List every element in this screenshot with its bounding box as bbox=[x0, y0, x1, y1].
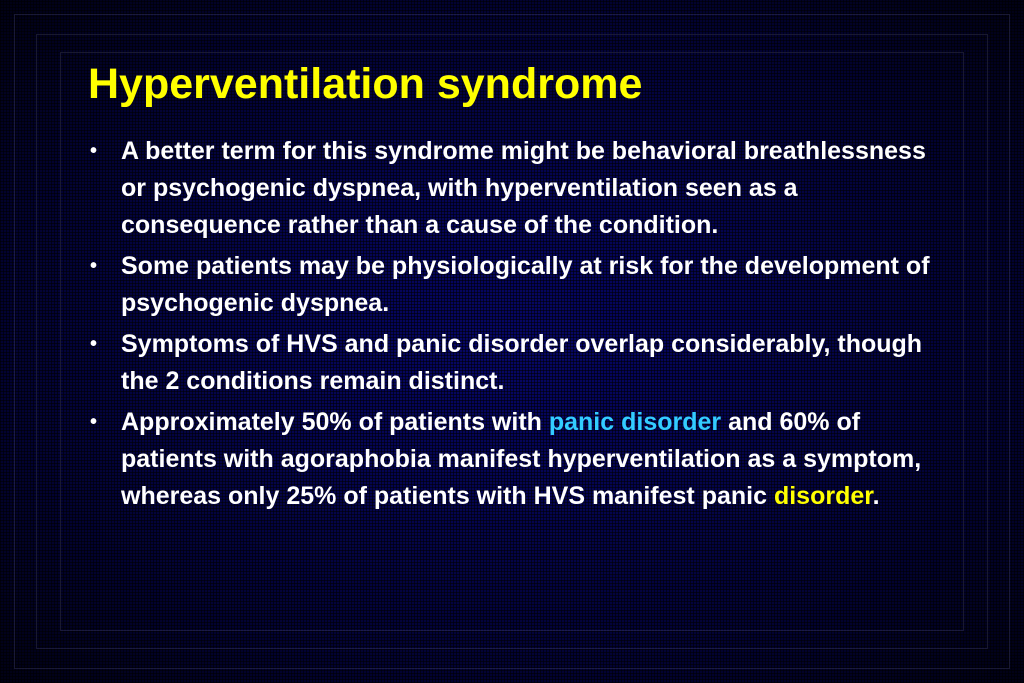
highlight-panic-disorder: panic disorder bbox=[548, 408, 722, 436]
highlight-disorder: disorder bbox=[773, 482, 873, 510]
bullet-text: Some patients may be physiologically at risk for the development of psychogenic dyspnea. bbox=[121, 252, 930, 317]
bullet-icon: • bbox=[90, 333, 98, 355]
bullet-icon: • bbox=[90, 411, 98, 433]
bullet-item bbox=[88, 326, 948, 400]
bullet-icon: • bbox=[90, 255, 98, 277]
bullet-item bbox=[88, 133, 948, 244]
bullet-text: Symptoms of HVS and panic disorder overlap considerably, though the 2 conditions remain distinct. bbox=[121, 330, 923, 395]
slide-title: Hyperventilation syndrome bbox=[88, 60, 643, 108]
bullet-text-part: and 60% of patients with agoraphobia manifest hyperventilation as a symptom, whereas only 25% of patients with HVS manifest panic bbox=[121, 408, 922, 510]
bullet-text: A better term for this syndrome might be behavioral breathlessness or psychogenic dyspnea, with hyperventilation seen as a consequence rather than a cause of the condition. bbox=[121, 137, 926, 239]
bullet-text-part: . bbox=[872, 482, 880, 510]
bullet-list bbox=[88, 133, 948, 519]
bullet-icon: • bbox=[90, 140, 98, 162]
bullet-item bbox=[88, 248, 948, 322]
bullet-item bbox=[88, 404, 948, 515]
bullet-text-part: Approximately 50% of patients with bbox=[121, 408, 549, 436]
